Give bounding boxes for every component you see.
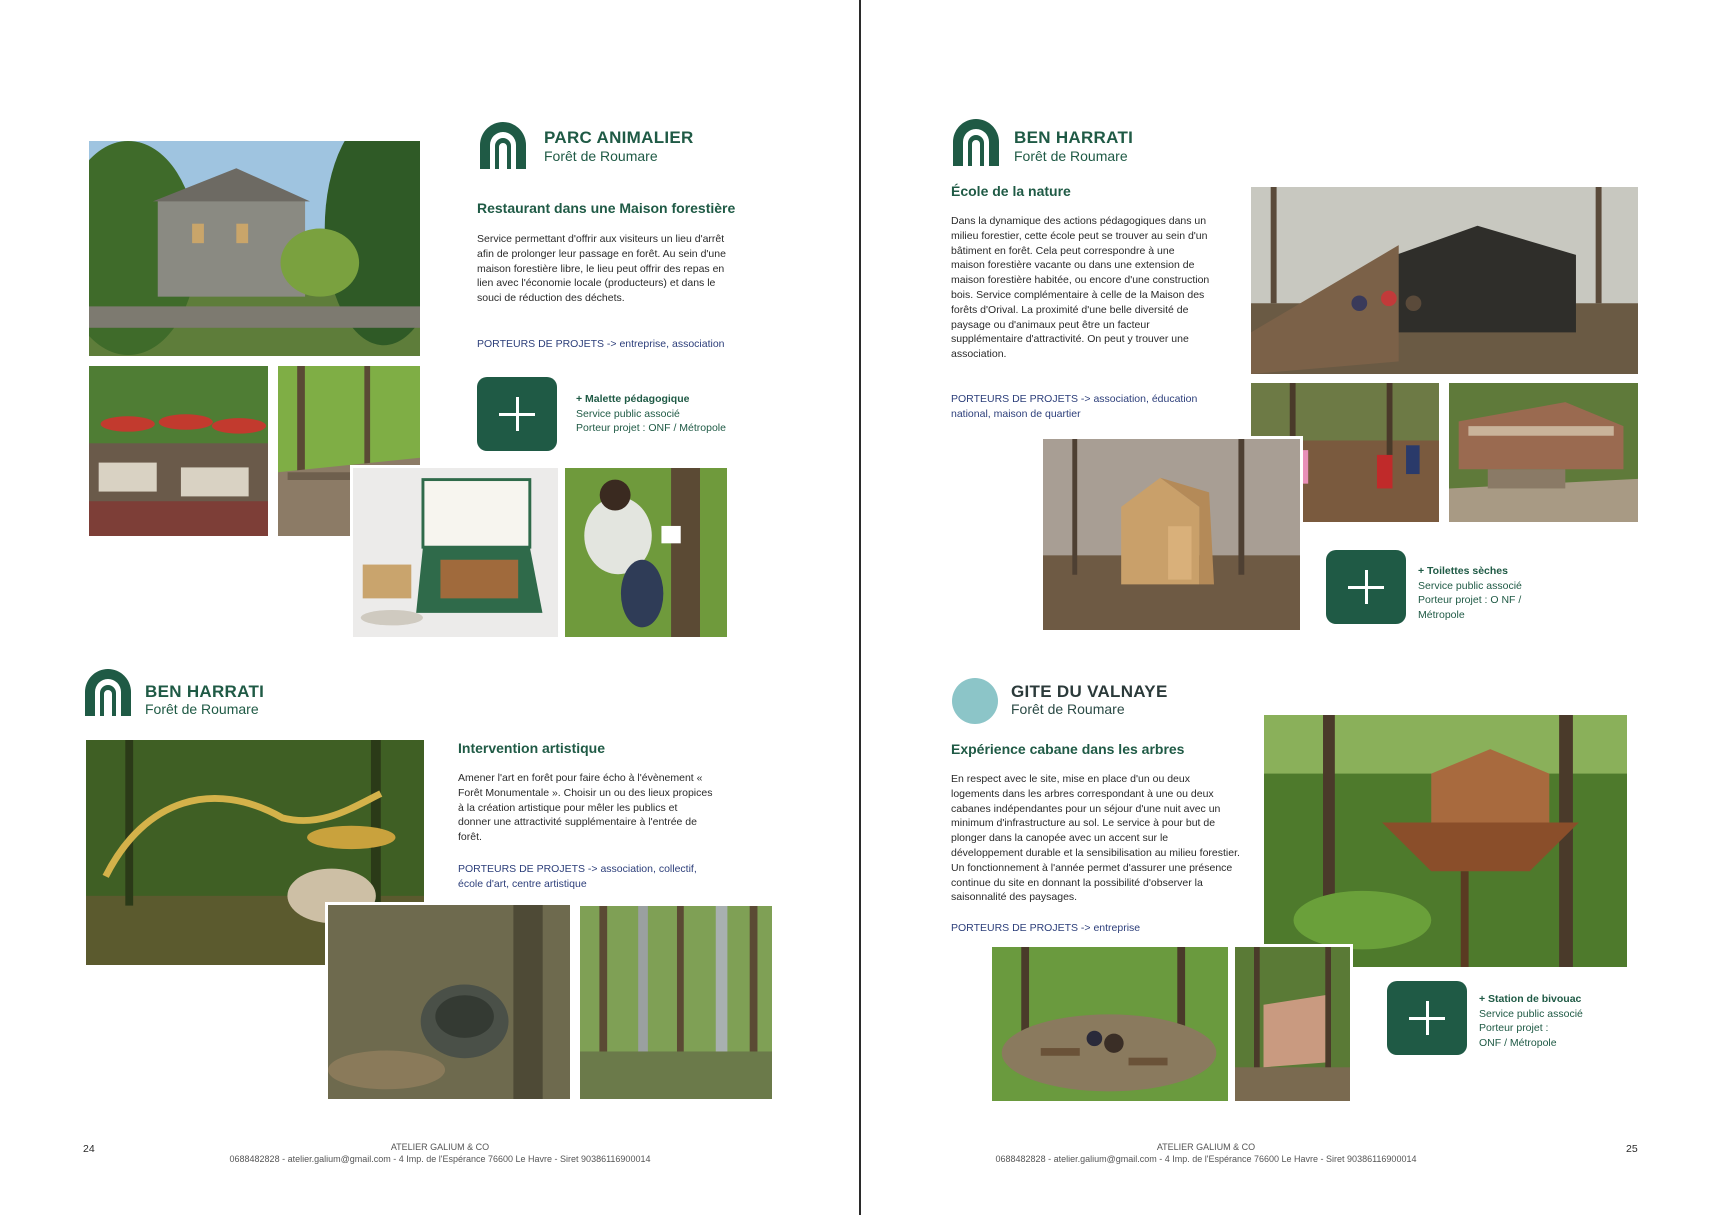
section-heading: Restaurant dans une Maison forestière	[477, 200, 736, 216]
section-heading: École de la nature	[951, 183, 1071, 199]
pedagogical-kit-photo	[350, 465, 561, 640]
mirror-trees-photo	[577, 903, 775, 1102]
plus-icon	[477, 377, 557, 451]
arch-logo-icon	[83, 668, 133, 718]
holders-line: PORTEURS DE PROJETS -> association, collectif,	[458, 863, 697, 875]
project-holders	[458, 862, 758, 892]
section-body: Dans la dynamique des actions pédagogiques dans un milieu forestier, cette école peut se trouver au sein d'un bâtiment en forêt. Cela peut correspondre à une maison forestière vacante ou dans une extension de maison forestière habitée, ou encore d'une construction bois. Service complémentaire à celle de la Maison des forêts d'Orival. La proximité d'une belle diversité de paysage ou d'animaux peut être un facteur supplémentaire d'attractivité. On peut y trouver une association.	[951, 215, 1210, 361]
section-body: Amener l'art en forêt pour faire écho à l'évènement « Forêt Monumentale ». Choisir un ou des lieux propices à la création artistique pour mêler les publics et donner une attractivité supplémentaire à l'entrée de forêt.	[458, 772, 713, 844]
section-title: BEN HARRATI	[1014, 128, 1134, 147]
project-holders: PORTEURS DE PROJETS -> entreprise	[951, 922, 1141, 934]
section-subtitle: Forêt de Roumare	[145, 701, 259, 717]
dry-toilet-photo	[1040, 436, 1303, 633]
section-subtitle: Forêt de Roumare	[1014, 148, 1128, 164]
section-subtitle: Forêt de Roumare	[544, 148, 658, 164]
service-line: Service public associé	[1418, 579, 1522, 592]
footer-company: ATELIER GALIUM & CO	[1156, 1142, 1256, 1152]
child-reading-forest-photo	[562, 465, 730, 640]
right-page	[861, 0, 1720, 1215]
service-line: Service public associé	[1479, 1007, 1583, 1020]
bivouac-camp-photo	[989, 944, 1231, 1104]
section-title: BEN HARRATI	[145, 682, 265, 701]
section-heading: Intervention artistique	[458, 740, 606, 756]
wooden-cabin-photo	[1446, 380, 1641, 525]
plus-icon	[1387, 981, 1467, 1055]
service-line: Porteur projet : O NF /	[1418, 594, 1522, 606]
service-line: ONF / Métropole	[1479, 1036, 1557, 1049]
footer-contact: 0688482828 - atelier.galium@gmail.com - 4 Imp. de l'Espérance 76600 Le Havre - Siret 90386116900014	[229, 1154, 651, 1164]
stone-sculpture-photo	[325, 902, 573, 1102]
associated-service	[1479, 992, 1639, 1050]
associated-service	[576, 392, 776, 436]
section-body: En respect avec le site, mise en place d'un ou deux logements dans les arbres correspondant à une ou deux cabanes indépendantes pour un séjour d'une nuit avec un minimum d'infrastructure au sol. Le service à pour but de plonger dans la canopée avec un accent sur le développement durable et la sensibilisation au milieu forestier. Un fonctionnement à l'année permet d'assurer une présence continue du site en donnant la possibilité d'observer la saisonnalité des paysages.	[951, 773, 1240, 904]
service-line: Porteur projet :	[1479, 1022, 1549, 1034]
section-subtitle: Forêt de Roumare	[1011, 701, 1125, 717]
forest-house-photo	[86, 138, 423, 359]
canvas-shelter-photo	[1232, 944, 1353, 1104]
footer	[190, 1141, 690, 1165]
service-line: Service public associé	[576, 407, 680, 420]
footer	[956, 1141, 1456, 1165]
footer-company: ATELIER GALIUM & CO	[390, 1142, 490, 1152]
project-holders: PORTEURS DE PROJETS -> entreprise, association	[477, 338, 725, 350]
treehouse-photo	[1261, 712, 1630, 970]
page-number: 24	[83, 1143, 95, 1155]
associated-service	[1418, 564, 1578, 622]
holders-line: PORTEURS DE PROJETS -> association, éducation	[951, 393, 1198, 405]
service-line: Métropole	[1418, 608, 1465, 621]
holders-line: école d'art, centre artistique	[458, 877, 587, 890]
section-heading: Expérience cabane dans les arbres	[951, 741, 1185, 757]
service-title: + Toilettes sèches	[1418, 565, 1508, 577]
circle-logo-icon	[952, 678, 998, 724]
left-page	[0, 0, 859, 1215]
plus-icon	[1326, 550, 1406, 624]
footer-contact: 0688482828 - atelier.galium@gmail.com - 4 Imp. de l'Espérance 76600 Le Havre - Siret 90386116900014	[995, 1154, 1417, 1164]
section-title: GITE DU VALNAYE	[1011, 682, 1168, 701]
project-holders	[951, 392, 1251, 422]
terrace-restaurant-photo	[86, 363, 271, 539]
arch-logo-icon	[951, 118, 1001, 168]
section-title: PARC ANIMALIER	[544, 128, 694, 147]
holders-line: national, maison de quartier	[951, 407, 1081, 420]
arch-logo-icon	[478, 121, 528, 171]
service-line: Porteur projet : ONF / Métropole	[576, 422, 726, 434]
section-body: Service permettant d'offrir aux visiteurs un lieu d'arrêt afin de prolonger leur passage en forêt. Au sein d'une maison forestière libre, le lieu peut offrir des repas en lien avec l'économie locale (producteurs) et dans le souci de réduction des déchets.	[477, 233, 726, 305]
nature-school-shelter-photo	[1248, 184, 1641, 377]
page-number: 25	[1626, 1143, 1638, 1155]
service-title: + Malette pédagogique	[576, 393, 690, 405]
service-title: + Station de bivouac	[1479, 993, 1582, 1005]
